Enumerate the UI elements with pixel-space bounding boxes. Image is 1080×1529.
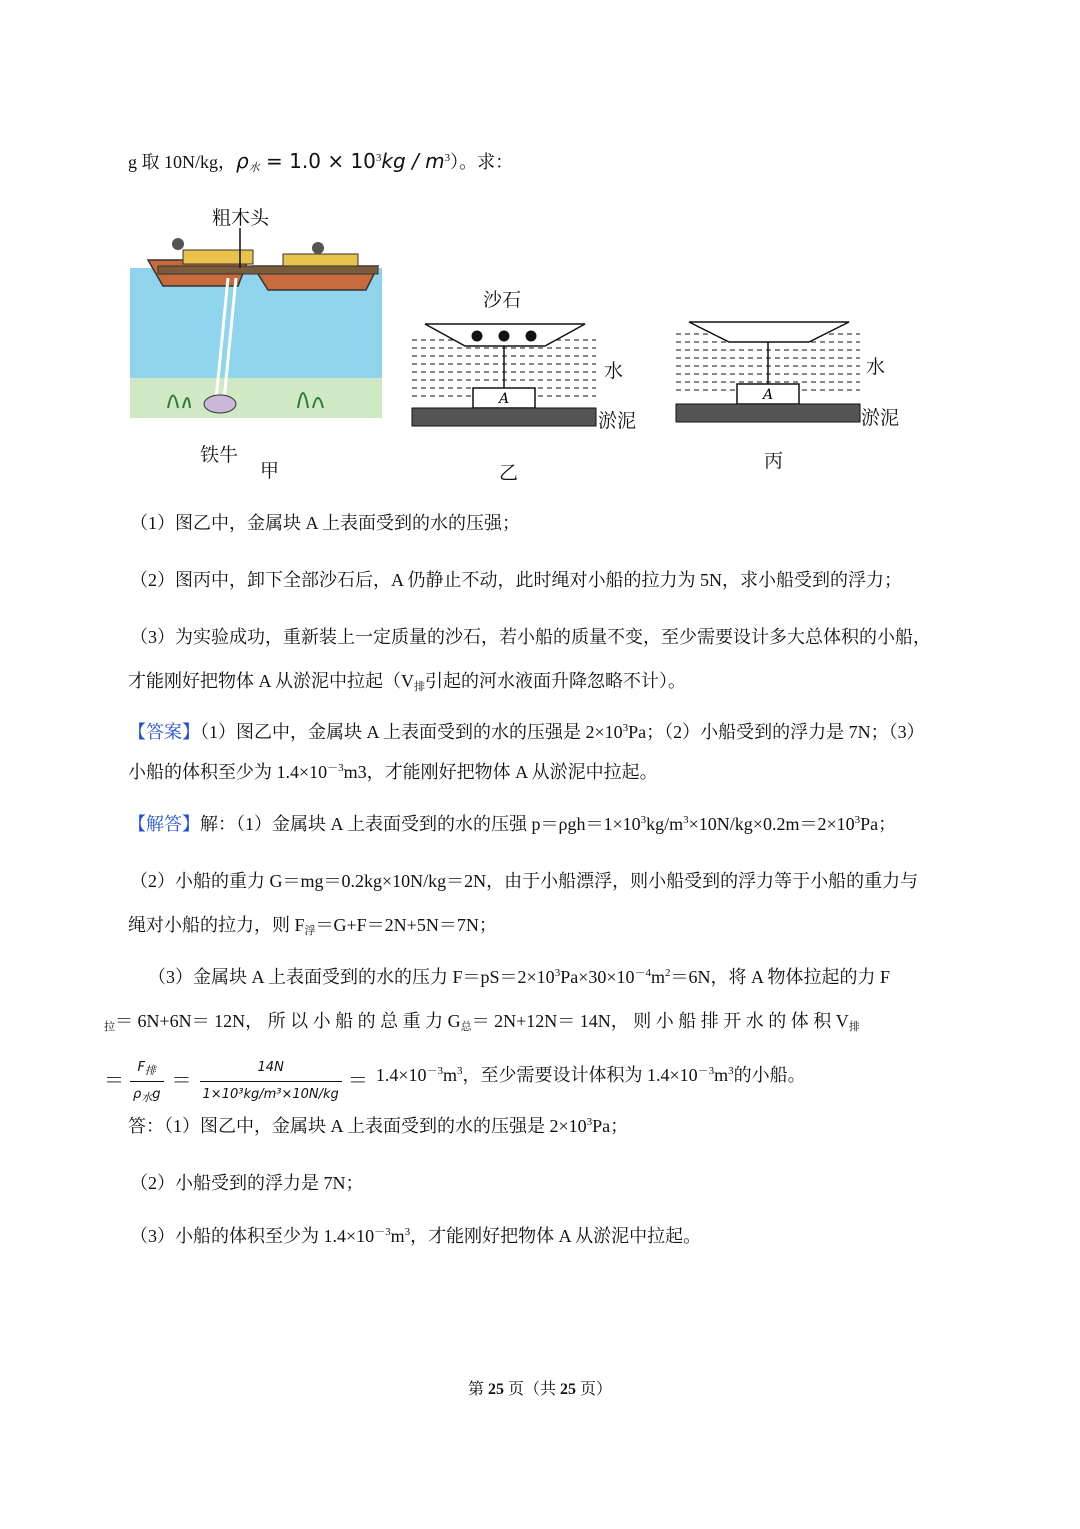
conclusion-line-3: （3）小船的体积至少为 $1.4\times 10^{-3}m^3$，才能刚好把物体 A 从淤泥中拉起。 [130,1226,702,1246]
answer-line-2: 小船的体积至少为 $1.4\times 10^{-3}m3$，才能刚好把物体 A 从淤泥中拉起。 [128,762,658,782]
log [158,266,378,274]
person-left [172,238,184,250]
figure-jia-label: 甲 [260,460,280,482]
iron-ox [204,395,236,413]
riverbed [130,378,382,418]
figure-bing-label: 丙 [764,450,784,472]
answer-tag: 【答案】 [128,722,200,742]
block-a-label: A [762,387,774,403]
solution-line-2: （2）小船的重力 G＝mg＝0.2kg×10N/kg＝2N，由于小船漂浮，则小船受到的浮力等于小船的重力与 [130,871,919,891]
intro-line [128,148,513,175]
figure-jia [128,228,388,428]
conclusion-line-2: （2）小船受到的浮力是 7N； [130,1173,364,1193]
mud-label: 淤泥 [598,410,637,432]
solution-line-4: （3）金属块 A 上表面受到的水的压力 $F=pS=2\times 10^3Pa\times 30\times 10^{-4}m^2=6N$，将 A 物体拉起的力 F [148,967,891,987]
question-3a: （3）为实验成功，重新装上一定质量的沙石，若小船的质量不变，至少需要设计多大总体积的小船， [130,627,931,647]
rho-symbol: $\rho_水$ [236,149,260,174]
sand-cargo-left [183,250,253,264]
page-footer: 第 25 页（共 25 页） [467,1381,613,1398]
sand-dot [499,331,510,342]
question-1: （1）图乙中，金属块 A 上表面受到的水的压强； [130,513,521,533]
fraction-volume: $\frac{F_排}{\rho_水g}$ [130,1055,164,1108]
page-number: 25 [487,1381,504,1398]
density-value: = 1.0 × 10 [259,149,376,173]
figure-yi-label: 乙 [499,462,519,484]
figure-bing [674,316,864,428]
sand-dot [526,331,537,342]
unit-exp: 3 [444,152,451,164]
question-3b: 才能刚好把物体 A 从淤泥中拉起（$V_排$引起的河水液面升降忽略不计）。 [128,671,687,693]
density-unit: kg / m [381,149,445,173]
water-label: 水 [866,356,886,378]
answer-line-1: 【答案】（1）图乙中，金属块 A 上表面受到的水的压强是 $2\times 10^3Pa$；（2）小船受到的浮力是 7N；（3） [128,722,925,742]
fraction-values: $\frac{14N}{\text{1×10³kg/m³×10N/kg}}$ [200,1055,342,1108]
density-exp: 3 [375,152,382,164]
sand-label: 沙石 [483,289,522,311]
solution-line-1: 【解答】解：（1）金属块 A 上表面受到的水的压强 $p=\rho gh=1\times 10^3kg/m^3\times 10N/kg\times 0.2m=2\times 10^3Pa$； [128,814,897,834]
solution-line-6: ＝ $\frac{F_排}{\rho_水g}$ ＝ $\frac{14N}{\text{1×10³kg/m³×10N/kg}}$ ＝ $1.4\times 10^{-3}m^3$，至少需要设计体积为 $1.4\times 10^{-3}m^3$的小船。 [104,1058,806,1104]
mud [676,404,860,422]
water-label: 水 [604,360,624,382]
sand-dot [472,331,483,342]
block-a-label: A [498,391,510,407]
figure-yi [410,318,600,430]
intro-suffix: ）。求： [450,152,514,172]
total-pages: 25 [560,1381,576,1398]
solution-line-5: $_拉$＝ 6N+6N＝ 12N， 所 以 小 船 的 总 重 力 $G_总= 2N+12N= 14N$， 则 小 船 排 开 水 的 体 积 $V_排$ [104,1011,860,1033]
intro-prefix: g 取 10N/kg， [128,152,236,172]
conclusion-line-1: 答：（1）图乙中，金属块 A 上表面受到的水的压强是 $2\times 10^3Pa$； [128,1116,629,1136]
person-right [312,242,324,254]
solution-tag: 【解答】 [128,814,200,834]
mud [412,408,596,426]
boat [689,322,849,342]
iron-ox-label: 铁牛 [200,444,239,466]
log-label: 粗木头 [212,207,270,229]
mud-label: 淤泥 [861,407,900,429]
solution-line-3: 绳对小船的拉力，则 $F_浮=G+F=2N+5N=7N$； [128,915,497,937]
question-2: （2）图丙中，卸下全部沙石后，A 仍静止不动，此时绳对小船的拉力为 5N，求小船受到的浮力； [130,570,903,590]
